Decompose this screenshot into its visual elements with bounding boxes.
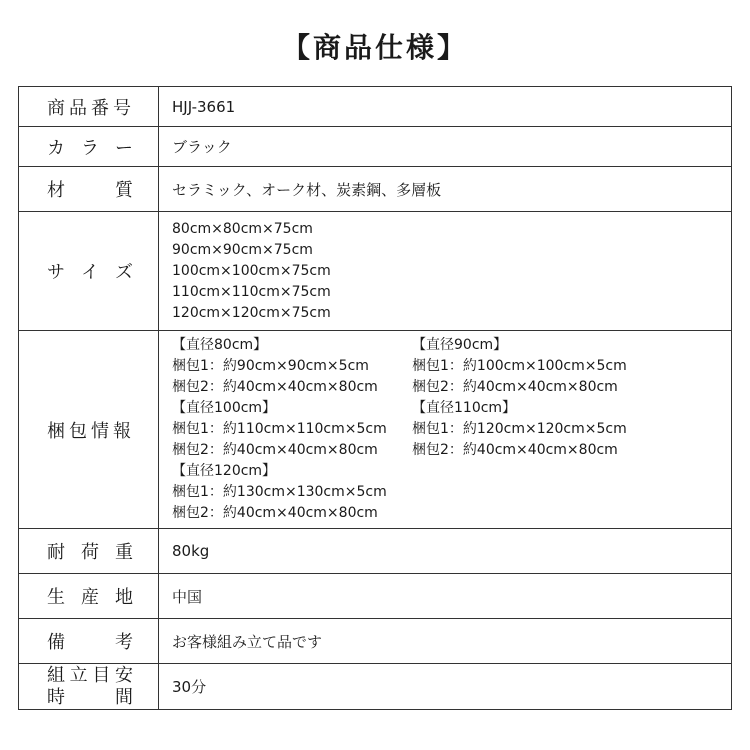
value-product-number: HJJ-3661	[159, 87, 732, 127]
label-char: 重	[115, 542, 137, 563]
label-char: 安	[114, 664, 137, 686]
packing-line: 【直径100cm】	[172, 400, 277, 416]
row-note	[19, 619, 732, 664]
value-material: セラミック、オーク材、炭素鋼、多層板	[159, 167, 732, 212]
label-origin	[19, 574, 159, 619]
label-product-number	[19, 87, 159, 127]
packing-line: 【直径120cm】	[172, 463, 277, 479]
row-color	[19, 127, 732, 167]
label-material	[19, 167, 159, 212]
label-spread	[47, 538, 137, 564]
label-spread	[47, 583, 137, 609]
label-char: ラ	[81, 137, 103, 159]
label-assembly-time	[19, 664, 159, 710]
row-packing	[19, 331, 732, 529]
label-char: 組	[47, 664, 69, 686]
label-char: 地	[115, 587, 137, 608]
label-text: 梱包情報	[47, 420, 135, 442]
packing-line: 梱包2：約40cm×40cm×80cm	[172, 505, 378, 521]
label-char: 目	[92, 664, 115, 686]
packing-line: 【直径110cm】	[412, 400, 517, 416]
label-color	[19, 127, 159, 167]
packing-columns	[172, 335, 731, 524]
size-line: 90cm×90cm×75cm	[172, 241, 313, 258]
label-char: 時	[47, 686, 69, 708]
packing-line: 【直径90cm】	[412, 337, 508, 353]
packing-left-column	[172, 335, 412, 524]
row-load	[19, 529, 732, 574]
value-note: お客様組み立て品です	[159, 619, 732, 664]
label-spread	[47, 134, 137, 160]
value-assembly-time: 30分	[159, 664, 732, 710]
packing-line: 【直径80cm】	[172, 337, 268, 353]
row-product-number	[19, 87, 732, 127]
label-spread	[47, 628, 137, 654]
label-char: ズ	[115, 262, 137, 283]
label-char: 材	[47, 180, 69, 201]
size-line: 110cm×110cm×75cm	[172, 283, 331, 300]
label-char: 立	[69, 664, 92, 686]
label-char: イ	[81, 262, 103, 283]
label-char: サ	[47, 262, 69, 283]
label-two-line	[47, 665, 158, 709]
label-packing	[19, 331, 159, 529]
label-spread	[47, 258, 137, 284]
size-line: 120cm×120cm×75cm	[172, 304, 331, 321]
label-note	[19, 619, 159, 664]
label-text: 商品番号	[47, 97, 135, 119]
page-title: 【商品仕様】	[281, 31, 468, 64]
label-line-2	[47, 687, 137, 709]
value-color: ブラック	[159, 127, 732, 167]
value-origin: 中国	[159, 574, 732, 619]
packing-line: 梱包1：約100cm×100cm×5cm	[412, 358, 627, 374]
size-line: 80cm×80cm×75cm	[172, 220, 313, 237]
label-load	[19, 529, 159, 574]
size-line: 100cm×100cm×75cm	[172, 262, 331, 279]
packing-line: 梱包1：約90cm×90cm×5cm	[172, 358, 369, 374]
label-char: カ	[47, 137, 69, 159]
label-char: 産	[81, 587, 103, 608]
row-origin	[19, 574, 732, 619]
label-char: 生	[47, 587, 69, 608]
row-material	[19, 167, 732, 212]
value-load: 80kg	[159, 529, 732, 574]
packing-line: 梱包2：約40cm×40cm×80cm	[412, 442, 618, 458]
value-size	[159, 212, 732, 331]
row-assembly-time	[19, 664, 732, 710]
packing-line: 梱包2：約40cm×40cm×80cm	[172, 379, 378, 395]
value-packing	[159, 331, 732, 529]
packing-line: 梱包2：約40cm×40cm×80cm	[412, 379, 618, 395]
row-size	[19, 212, 732, 331]
packing-line: 梱包1：約110cm×110cm×5cm	[172, 421, 387, 437]
label-char: 耐	[47, 542, 69, 563]
spec-table	[18, 86, 732, 710]
label-size	[19, 212, 159, 331]
label-char: 備	[47, 632, 69, 653]
label-spread	[47, 176, 137, 202]
packing-line: 梱包2：約40cm×40cm×80cm	[172, 442, 378, 458]
packing-line: 梱包1：約130cm×130cm×5cm	[172, 484, 387, 500]
packing-right-column	[412, 335, 652, 524]
label-char: 荷	[81, 542, 103, 563]
label-char: 考	[115, 632, 137, 653]
label-char: 質	[115, 180, 137, 201]
label-char: ー	[115, 137, 137, 159]
label-line-1	[47, 665, 137, 687]
packing-line: 梱包1：約120cm×120cm×5cm	[412, 421, 627, 437]
label-char: 間	[115, 686, 137, 708]
